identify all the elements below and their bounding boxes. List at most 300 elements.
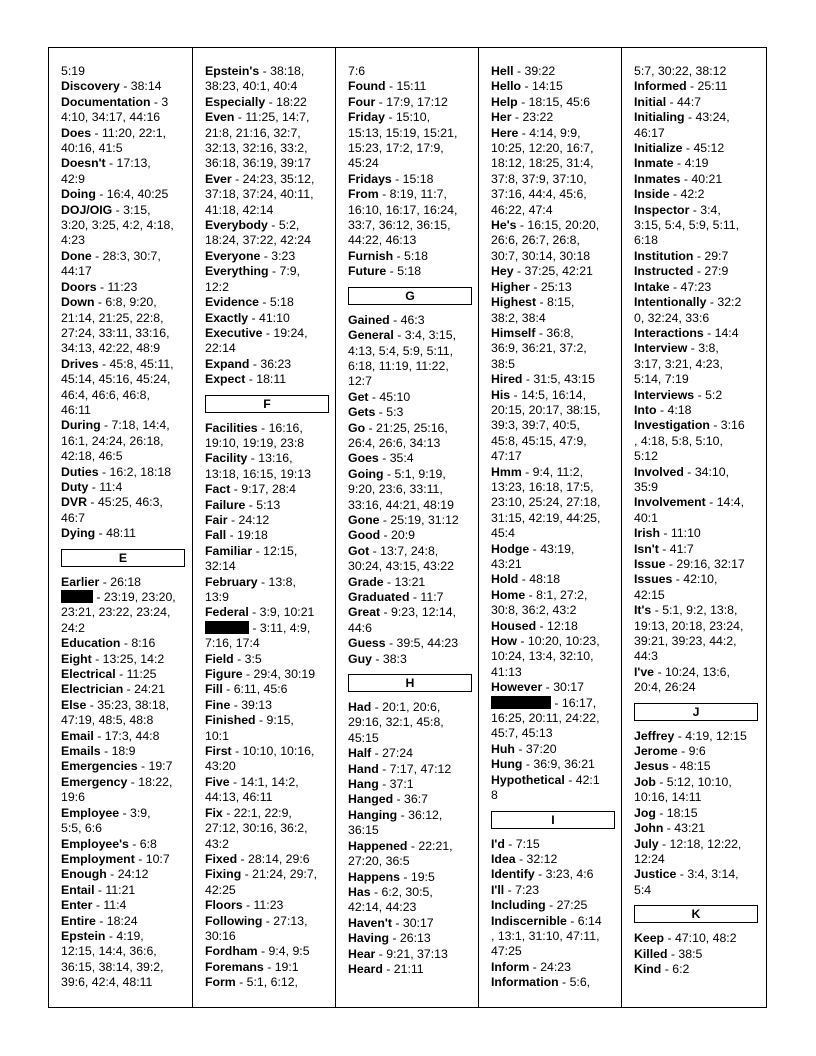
page-references: - 21:25, 25:16, bbox=[365, 420, 448, 435]
index-term: Fall bbox=[205, 528, 227, 543]
index-term: Guess bbox=[348, 636, 386, 651]
index-line bbox=[348, 498, 478, 513]
page-references: - 4:14, 9:9, bbox=[518, 125, 581, 140]
index-line bbox=[348, 777, 478, 792]
index-term: Home bbox=[491, 587, 526, 602]
index-line bbox=[348, 746, 478, 761]
page-references: 4:23 bbox=[61, 233, 85, 248]
index-line bbox=[491, 449, 621, 464]
page-references: - 5:13 bbox=[245, 497, 281, 512]
index-line bbox=[205, 79, 335, 94]
index-term: Fordham bbox=[205, 944, 258, 959]
index-line bbox=[205, 467, 335, 482]
index-line bbox=[348, 700, 478, 715]
page-references: - 27:9 bbox=[693, 264, 729, 279]
index-term: Initial bbox=[634, 94, 667, 109]
index-line bbox=[348, 405, 478, 420]
index-line bbox=[348, 621, 478, 636]
index-line bbox=[634, 572, 766, 587]
index-line bbox=[205, 64, 335, 79]
page-references: 38:5 bbox=[491, 356, 515, 371]
index-line bbox=[205, 636, 335, 651]
index-term: Informed bbox=[634, 79, 687, 94]
page-references: - 17:9, 17:12 bbox=[375, 94, 448, 109]
page-references: 30:8, 36:2, 43:2 bbox=[491, 603, 577, 618]
page-references: 13:23, 16:18, 17:5, bbox=[491, 479, 594, 494]
page-references: 43:2 bbox=[205, 836, 229, 851]
index-line bbox=[348, 126, 478, 141]
page-references: 27:12, 30:16, 36:2, bbox=[205, 821, 308, 836]
index-line bbox=[634, 837, 766, 852]
index-term: Enough bbox=[61, 867, 107, 882]
page-references: 4:10, 34:17, 44:16 bbox=[61, 110, 161, 125]
index-line bbox=[205, 729, 335, 744]
page-references: 47:17 bbox=[491, 449, 522, 464]
section-letter-header: F bbox=[205, 395, 329, 413]
index-line bbox=[634, 449, 766, 464]
index-term: Here bbox=[491, 125, 519, 140]
index-line bbox=[634, 588, 766, 603]
page-references: - 9:23, 12:14, bbox=[380, 605, 457, 620]
page-references: - 9:4, 9:5 bbox=[257, 944, 310, 959]
index-term: Has bbox=[348, 884, 371, 899]
index-line bbox=[205, 311, 335, 326]
index-line bbox=[61, 233, 192, 248]
index-line bbox=[348, 575, 478, 590]
page-references: 19:13, 20:18, 23:24, bbox=[634, 618, 744, 633]
index-line bbox=[61, 960, 192, 975]
index-line bbox=[205, 590, 335, 605]
page-references: - 47:23 bbox=[669, 279, 712, 294]
page-references: - 41:10 bbox=[248, 310, 290, 325]
index-line bbox=[348, 390, 478, 405]
page-references: - 13:7, 24:8, bbox=[369, 543, 439, 558]
page-references: 37:8, 37:9, 37:10, bbox=[491, 171, 587, 186]
index-term: Graduated bbox=[348, 590, 410, 604]
page-references: 18:24, 37:22, 42:24 bbox=[205, 233, 311, 248]
index-column bbox=[478, 48, 621, 1007]
index-line bbox=[348, 731, 478, 746]
index-line bbox=[205, 759, 335, 774]
index-line bbox=[634, 759, 766, 774]
index-term: Instructed bbox=[634, 264, 694, 279]
index-line bbox=[491, 110, 621, 125]
index-term: Going bbox=[348, 466, 384, 481]
page-references: 15:13, 15:19, 15:21, bbox=[348, 125, 458, 140]
index-term: Hang bbox=[348, 777, 379, 792]
index-line bbox=[205, 852, 335, 867]
index-term: Kind bbox=[634, 961, 662, 976]
index-line bbox=[205, 929, 335, 944]
section-letter-header: E bbox=[61, 549, 185, 567]
index-line bbox=[61, 64, 192, 79]
page-references: - 48:18 bbox=[518, 572, 561, 587]
index-term: First bbox=[205, 744, 232, 759]
index-line bbox=[634, 372, 766, 387]
index-line bbox=[348, 962, 478, 977]
index-line bbox=[348, 313, 478, 328]
index-term: From bbox=[348, 187, 379, 202]
page-references: - 4:19, 12:15 bbox=[674, 728, 747, 743]
page-references: 41:18, 42:14 bbox=[205, 202, 274, 217]
page-references: - 16:2, 18:18 bbox=[98, 464, 172, 479]
page-references: 16:1, 24:24, 26:18, bbox=[61, 433, 164, 448]
index-line bbox=[491, 233, 621, 248]
index-term: Fixed bbox=[205, 851, 238, 866]
index-term: Jesus bbox=[634, 759, 669, 774]
page-references: - 15:10, bbox=[384, 110, 431, 125]
index-term: Doesn't bbox=[61, 156, 106, 171]
page-references: - 3:4, 3:14, bbox=[676, 867, 739, 882]
page-references: 5:5, 6:6 bbox=[61, 821, 103, 836]
page-references: 6:18, 11:19, 11:22, bbox=[348, 358, 449, 373]
page-references: - 8:1, 27:2, bbox=[525, 587, 588, 602]
index-term: Interview bbox=[634, 341, 688, 356]
page-references: 10:25, 12:20, 16:7, bbox=[491, 141, 594, 156]
page-references: 7:16, 17:4 bbox=[205, 636, 260, 651]
index-line bbox=[61, 434, 192, 449]
index-line bbox=[205, 821, 335, 836]
index-term: Happens bbox=[348, 869, 400, 884]
index-line bbox=[205, 326, 335, 341]
index-line bbox=[491, 914, 621, 929]
index-line bbox=[61, 759, 192, 774]
page-references: - 19:18 bbox=[226, 528, 268, 543]
page-references: 23:21, 23:22, 23:24, bbox=[61, 605, 171, 620]
page-references: - 39:13 bbox=[230, 697, 272, 712]
index-line bbox=[634, 790, 766, 805]
page-references: - 21:11 bbox=[382, 961, 424, 976]
index-term: Down bbox=[61, 295, 95, 310]
index-line bbox=[491, 665, 621, 680]
index-line bbox=[491, 603, 621, 618]
page-references: - 5:1, 6:12, bbox=[235, 975, 298, 990]
page-references: - 11:25, 14:7, bbox=[234, 110, 310, 125]
index-term: Inform bbox=[491, 959, 530, 974]
page-references: - 32:2 bbox=[706, 295, 742, 310]
page-references: - 6:2, 30:5, bbox=[370, 884, 433, 899]
index-line bbox=[61, 975, 192, 990]
index-line bbox=[348, 374, 478, 389]
page-references: 32:14 bbox=[205, 559, 236, 574]
page-references: 12:2 bbox=[205, 279, 229, 294]
index-term: During bbox=[61, 418, 101, 433]
index-term: Fair bbox=[205, 512, 228, 527]
page-references: 7:6 bbox=[348, 64, 366, 78]
index-term: Higher bbox=[491, 279, 530, 294]
index-line bbox=[205, 498, 335, 513]
page-references: 16:25, 20:11, 24:22, bbox=[491, 711, 600, 726]
page-references: - 18:15, 45:6 bbox=[517, 94, 591, 109]
page-references: - 43:19, bbox=[529, 541, 575, 556]
index-term: Even bbox=[205, 110, 235, 125]
index-term: Everything bbox=[205, 264, 269, 279]
page-references: - 3:9, 10:21 bbox=[248, 605, 315, 620]
page-references: - 30:17 bbox=[391, 915, 434, 930]
index-term: Intake bbox=[634, 279, 670, 294]
index-line bbox=[205, 667, 335, 682]
index-term: Epstein's bbox=[205, 64, 260, 78]
page-references: 12:7 bbox=[348, 374, 372, 389]
page-references: 20:15, 20:17, 38:15, bbox=[491, 402, 601, 417]
page-references: 3:15, 5:4, 5:9, 5:11, bbox=[634, 218, 740, 233]
index-term: Good bbox=[348, 528, 381, 543]
index-line bbox=[61, 511, 192, 526]
index-line bbox=[61, 95, 192, 110]
index-term: Hmm bbox=[491, 464, 522, 479]
index-line bbox=[61, 388, 192, 403]
index-line bbox=[634, 326, 766, 341]
index-line bbox=[205, 575, 335, 590]
index-term: Employment bbox=[61, 851, 135, 866]
page-references: 5:14, 7:19 bbox=[634, 372, 689, 387]
section-letter-header: H bbox=[348, 674, 472, 692]
page-references: - 5:1, 9:19, bbox=[383, 466, 446, 481]
page-references: - 5:12, 10:10, bbox=[655, 774, 732, 789]
index-term: Into bbox=[634, 402, 657, 417]
index-term: Following bbox=[205, 913, 263, 928]
index-line bbox=[491, 126, 621, 141]
index-line bbox=[491, 634, 621, 649]
page-references: 6:18 bbox=[634, 233, 658, 248]
index-line bbox=[205, 559, 335, 574]
page-references: 5:4 bbox=[634, 882, 652, 897]
index-term: Gone bbox=[348, 512, 380, 527]
index-line bbox=[348, 187, 478, 202]
page-references: 22:14 bbox=[205, 341, 236, 356]
index-line bbox=[348, 79, 478, 94]
index-term: Housed bbox=[491, 618, 537, 633]
index-line bbox=[634, 947, 766, 962]
index-line bbox=[348, 870, 478, 885]
index-line bbox=[491, 156, 621, 171]
page-references: - 11:20, 22:1, bbox=[91, 125, 167, 140]
index-line bbox=[348, 451, 478, 466]
page-references: - 47:10, 48:2 bbox=[664, 931, 737, 946]
page-references: - 9:15, bbox=[255, 713, 294, 728]
page-references: - 35:4 bbox=[378, 451, 414, 466]
page-references: - 8:19, 11:7, bbox=[378, 187, 447, 202]
index-line bbox=[61, 79, 192, 94]
page-references: - 32:12 bbox=[515, 851, 558, 866]
index-term: Get bbox=[348, 389, 369, 404]
page-references: 31:15, 42:19, 44:25, bbox=[491, 510, 601, 525]
index-line bbox=[634, 511, 766, 526]
index-line bbox=[634, 867, 766, 882]
index-term: Facilities bbox=[205, 420, 258, 435]
index-term: Hell bbox=[491, 64, 514, 78]
index-term: Idea bbox=[491, 851, 516, 866]
index-term: Does bbox=[61, 125, 92, 140]
index-line bbox=[205, 513, 335, 528]
page-references: 13:18, 16:15, 19:13 bbox=[205, 466, 311, 481]
page-references: - 5:6, bbox=[558, 975, 591, 990]
index-term: Done bbox=[61, 248, 92, 263]
page-references: 12:24 bbox=[634, 851, 665, 866]
index-term: Isn't bbox=[634, 541, 659, 556]
index-term: Hung bbox=[491, 757, 523, 772]
index-line bbox=[205, 141, 335, 156]
index-line bbox=[634, 110, 766, 125]
index-line bbox=[491, 203, 621, 218]
page-references: - 14:4, bbox=[705, 495, 745, 510]
page-references: - 30:17 bbox=[542, 680, 584, 695]
index-line bbox=[205, 203, 335, 218]
index-line bbox=[348, 823, 478, 838]
index-line bbox=[348, 95, 478, 110]
index-line bbox=[491, 542, 621, 557]
index-term: Executive bbox=[205, 325, 263, 340]
index-term: Finished bbox=[205, 713, 256, 728]
index-line bbox=[348, 249, 478, 264]
page-references: 23:10, 25:24, 27:18, bbox=[491, 495, 601, 510]
index-line bbox=[348, 218, 478, 233]
index-term: Had bbox=[348, 700, 372, 715]
page-references: 21:8, 21:16, 32:7, bbox=[205, 125, 301, 140]
index-line bbox=[205, 713, 335, 728]
index-line bbox=[634, 495, 766, 510]
index-line bbox=[491, 883, 621, 898]
index-line bbox=[348, 916, 478, 931]
page-references: - 3 bbox=[150, 94, 169, 109]
page-references: 45:7, 45:13 bbox=[491, 726, 553, 741]
index-term: Earlier bbox=[61, 574, 100, 589]
index-term: Email bbox=[61, 728, 94, 743]
page-references: - 9:17, 28:4 bbox=[230, 482, 296, 497]
index-line bbox=[634, 806, 766, 821]
index-line bbox=[348, 328, 478, 343]
page-references: 0, 32:24, 33:6 bbox=[634, 310, 710, 325]
index-term: Familiar bbox=[205, 543, 253, 558]
index-line bbox=[634, 126, 766, 141]
index-line bbox=[634, 141, 766, 156]
index-line bbox=[634, 172, 766, 187]
index-line bbox=[634, 775, 766, 790]
index-term: Issue bbox=[634, 557, 666, 571]
page-references: - 37:1 bbox=[378, 777, 414, 792]
index-line bbox=[61, 357, 192, 372]
page-references: - 5:2, bbox=[267, 218, 300, 233]
page-references: - 26:13 bbox=[389, 931, 431, 946]
page-references: - 3:23, 4:6 bbox=[534, 867, 594, 882]
page-references: - 45:8, 45:11, bbox=[98, 356, 174, 371]
page-references: - 15:18 bbox=[391, 171, 434, 186]
index-term: Fixing bbox=[205, 867, 242, 882]
index-term: It's bbox=[634, 603, 652, 618]
page-references: - 9:4, 11:2, bbox=[521, 464, 584, 479]
index-line bbox=[205, 95, 335, 110]
page-references: 46:7 bbox=[61, 510, 85, 525]
index-line bbox=[61, 403, 192, 418]
page-references: 10:24, 13:4, 32:10, bbox=[491, 649, 594, 664]
index-term: Hypothetical bbox=[491, 772, 565, 787]
page-references: - 8:15, bbox=[536, 295, 575, 310]
page-references: 27:20, 36:5 bbox=[348, 854, 410, 869]
index-line bbox=[348, 808, 478, 823]
page-references: 3:17, 3:21, 4:23, bbox=[634, 356, 723, 371]
index-line bbox=[491, 837, 621, 852]
index-line bbox=[634, 542, 766, 557]
index-line bbox=[348, 156, 478, 171]
page-references: - 29:16, 32:17 bbox=[665, 557, 745, 571]
index-line bbox=[205, 110, 335, 125]
page-references: - 31:5, 43:15 bbox=[522, 372, 595, 387]
page-references: - 3:23 bbox=[260, 248, 296, 263]
index-line bbox=[491, 588, 621, 603]
index-term: Goes bbox=[348, 451, 379, 466]
index-term: Employee bbox=[61, 805, 120, 820]
page-references: - 6:11, 45:6 bbox=[222, 682, 288, 697]
page-references: , 13:1, 31:10, 47:11, bbox=[491, 928, 600, 943]
index-line bbox=[61, 156, 192, 171]
index-term: Inspector bbox=[634, 202, 690, 217]
index-line bbox=[491, 295, 621, 310]
index-line bbox=[491, 311, 621, 326]
index-line bbox=[61, 667, 192, 682]
index-line bbox=[491, 742, 621, 757]
index-term: Form bbox=[205, 975, 236, 990]
index-term: Identify bbox=[491, 867, 535, 882]
page-references: 46:4, 46:6, 46:8, bbox=[61, 387, 150, 402]
index-term: He's bbox=[491, 218, 517, 233]
index-line bbox=[491, 79, 621, 94]
page-references: - 14:1, 14:2, bbox=[229, 774, 299, 789]
index-line bbox=[61, 713, 192, 728]
index-line bbox=[348, 715, 478, 730]
index-term: Floors bbox=[205, 898, 243, 913]
index-line bbox=[205, 451, 335, 466]
page-references: - 14:4 bbox=[703, 325, 739, 340]
page-references: 34:13, 42:22, 48:9 bbox=[61, 341, 161, 356]
index-line bbox=[634, 603, 766, 618]
page-references: - 11:25 bbox=[115, 667, 157, 682]
page-references: - 18:24 bbox=[95, 913, 138, 928]
index-line bbox=[348, 172, 478, 187]
index-line bbox=[491, 757, 621, 772]
index-line bbox=[61, 141, 192, 156]
page-references: - 24:21 bbox=[123, 682, 165, 697]
index-line bbox=[634, 557, 766, 572]
index-term: Interactions bbox=[634, 325, 704, 340]
page-references: - 3:8, bbox=[687, 341, 719, 356]
index-line bbox=[491, 264, 621, 279]
index-line bbox=[491, 944, 621, 959]
page-references: - 21:24, 29:7, bbox=[241, 867, 318, 882]
index-line bbox=[348, 436, 478, 451]
page-references: - 13:21 bbox=[383, 574, 426, 589]
index-term: Grade bbox=[348, 574, 384, 589]
index-line bbox=[205, 621, 335, 636]
page-references: - 43:24, bbox=[684, 110, 730, 125]
index-line bbox=[491, 280, 621, 295]
page-references: - 4:19, bbox=[105, 928, 144, 943]
page-references: - 39:22 bbox=[513, 64, 556, 78]
page-references: - 16:16, bbox=[257, 420, 303, 435]
index-line bbox=[634, 203, 766, 218]
index-line bbox=[491, 495, 621, 510]
index-line bbox=[348, 544, 478, 559]
index-line bbox=[491, 480, 621, 495]
page-references: - 14:15 bbox=[521, 79, 563, 94]
index-term: Gets bbox=[348, 405, 376, 420]
index-term: Expand bbox=[205, 356, 250, 371]
page-references: - 38:3 bbox=[371, 651, 407, 666]
index-term: Fill bbox=[205, 682, 223, 697]
index-term: Her bbox=[491, 110, 512, 125]
index-term: Evidence bbox=[205, 295, 259, 310]
index-term: Expect bbox=[205, 372, 246, 387]
index-line bbox=[348, 839, 478, 854]
